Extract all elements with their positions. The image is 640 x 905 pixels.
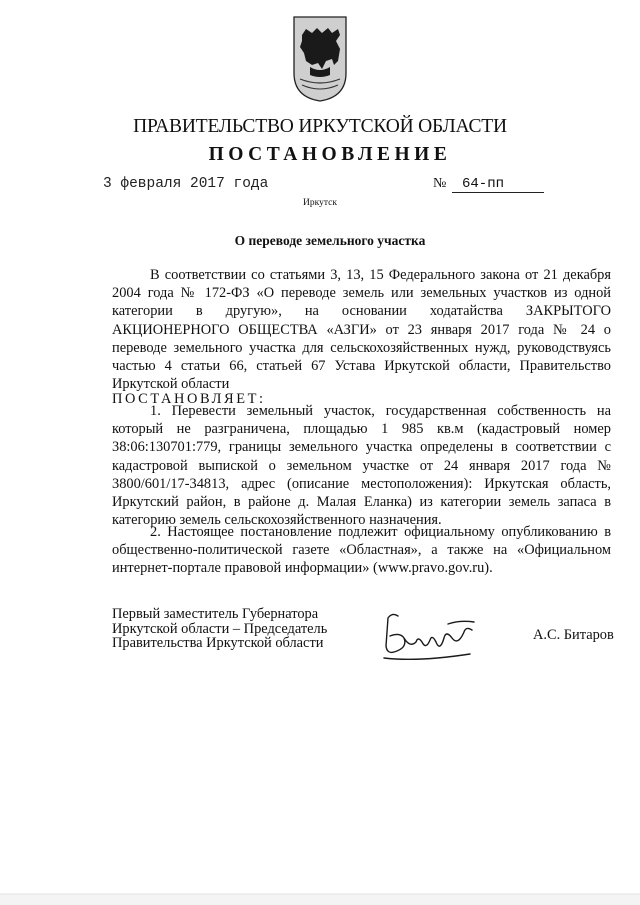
number-sign: №	[433, 176, 447, 191]
handwritten-signature-icon	[378, 608, 488, 664]
document-date: 3 февраля 2017 года	[103, 176, 269, 192]
city-label: Иркутск	[303, 198, 337, 208]
position-line-3: Правительства Иркутской области	[112, 635, 324, 652]
scan-footer-mark	[0, 874, 640, 905]
position-line-1: Первый заместитель Губернатора	[112, 606, 319, 622]
coat-of-arms-icon	[292, 15, 348, 103]
document-number: 64-пп	[452, 176, 544, 193]
signatory-position	[112, 607, 372, 651]
position-line-2: Иркутской области – Председатель	[112, 620, 328, 637]
preamble-paragraph: В соответствии со статьями 3, 13, 15 Федерального закона от 21 декабря 2004 года № 172-ФЗ «О переводе земель или земельных участков из одной категории в другую», на основании ходатайства ЗАКРЫТОГО АКЦИОНЕРНОГО ОБЩЕСТВА «АЗГИ» от 23 января 2017 года № 24 о переводе земельного участка для сельскохозяйственных нужд, руководствуясь частью 4 статьи 66, статьей 67 Устава Иркутской области, Правительство Иркутской области	[112, 267, 611, 393]
document-subject: О переводе земельного участка	[234, 233, 426, 248]
org-title: ПРАВИТЕЛЬСТВО ИРКУТСКОЙ ОБЛАСТИ	[133, 116, 507, 137]
clause-2: 2. Настоящее постановление подлежит официальному опубликованию в общественно-политической газете «Областная», а также на «Официальном интернет-портале правовой информации» (www.pravo.gov.ru).	[112, 524, 611, 577]
doc-type-title: ПОСТАНОВЛЕНИЕ	[208, 144, 452, 165]
signatory-name: А.С. Битаров	[533, 627, 614, 643]
decree-word: ПОСТАНОВЛЯЕТ:	[112, 391, 266, 407]
clause-1: 1. Перевести земельный участок, государственная собственность на который не разграничена, площадью 1 985 кв.м (кадастровый номер 38:06:130701:779, границы земельного участка определены в соответствии с кадастровой выпиской о земельном участке от 24 января 2017 года № 3800/601/17-34813, адрес (описание местоположения): Иркутская область, Иркутский район, в районе д. Малая Еланка) из категории земель запаса в категорию земель сельскохозяйственного назначения.	[112, 403, 611, 529]
